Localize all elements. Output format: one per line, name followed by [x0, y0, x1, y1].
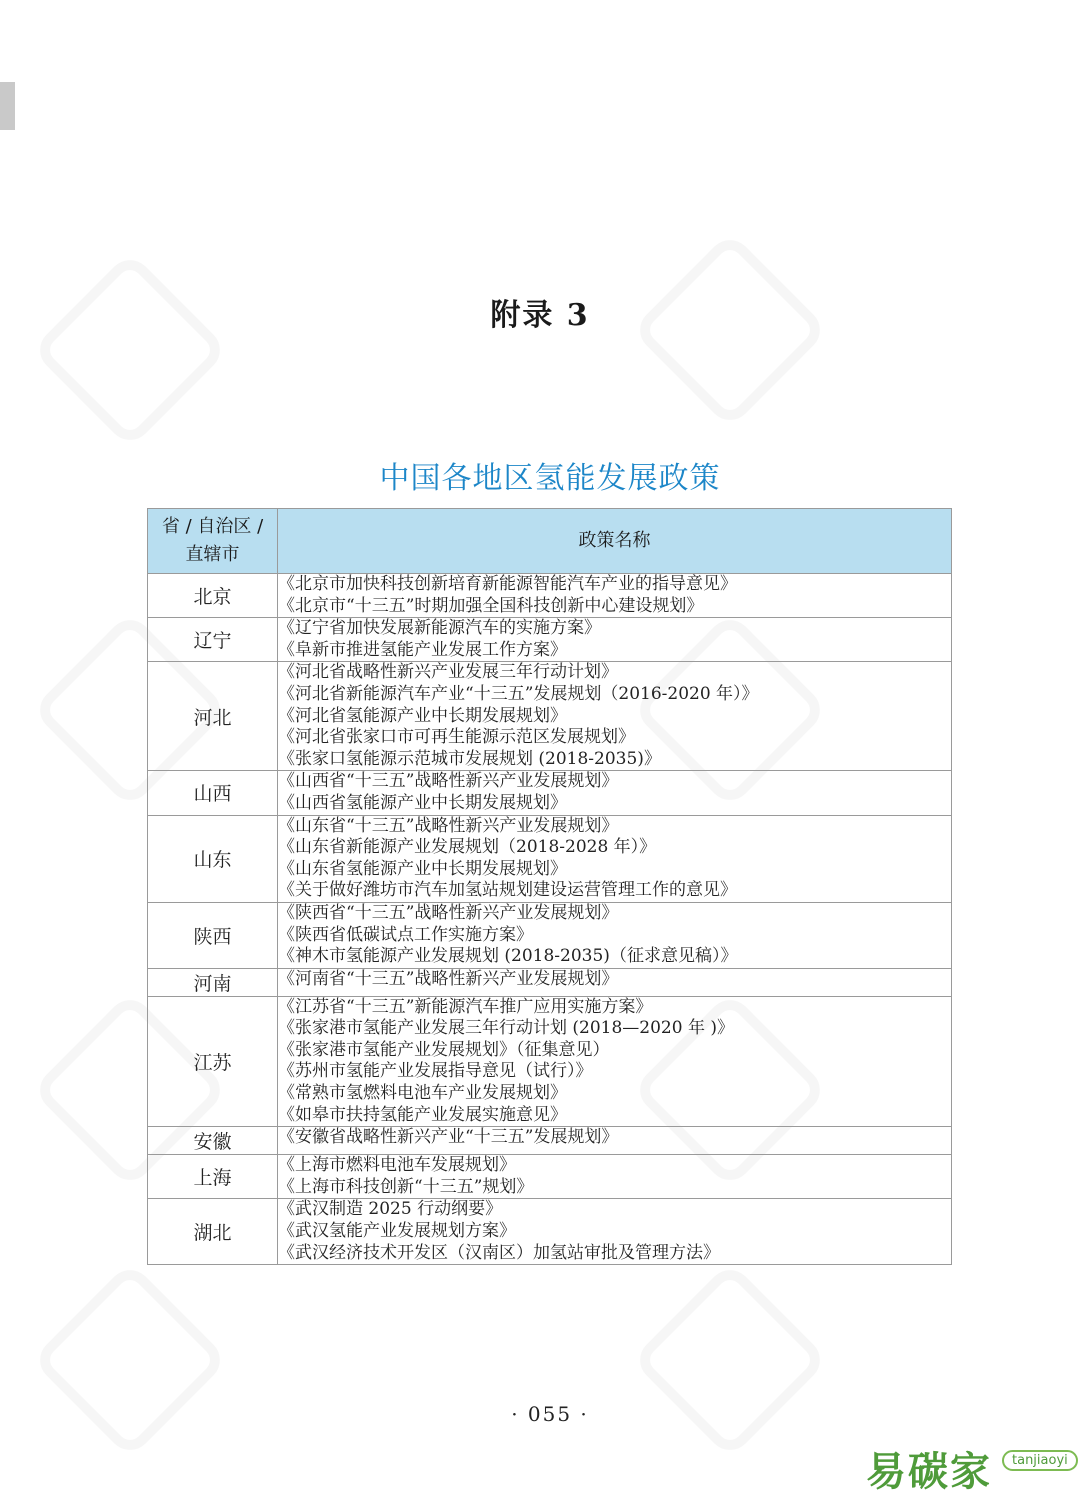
- policy-item: 《武汉经济技术开发区（汉南区）加氢站审批及管理方法》: [278, 1242, 720, 1263]
- logo-text: 易碳家: [866, 1449, 992, 1495]
- policy-item: 《苏州市氢能产业发展指导意见（试行）》: [278, 1061, 593, 1082]
- policy-item: 《河北省张家口市可再生能源示范区发展规划》: [278, 727, 635, 748]
- policy-item: 《张家港市氢能产业发展规划》（征集意见）: [278, 1039, 610, 1060]
- policy-column-header: 政策名称: [278, 509, 952, 574]
- table-title: 中国各地区氢能发展政策: [379, 461, 721, 496]
- policy-item: 《陕西省“十三五”战略性新兴产业发展规划》: [278, 902, 619, 923]
- logo-subtext: tanjiaoyi: [1002, 1450, 1078, 1471]
- watermark-logo-icon: [31, 1261, 229, 1459]
- policy-item: 《上海市科技创新“十三五”规划》: [278, 1176, 534, 1197]
- region-cell: 湖北: [148, 1199, 278, 1265]
- table-row: [148, 771, 952, 815]
- policy-item: 《河北省氢能源产业中长期发展规划》: [278, 705, 567, 726]
- policy-item: 《关于做好潍坊市汽车加氢站规划建设运营管理工作的意见》: [278, 880, 737, 901]
- policy-cell: [278, 1155, 952, 1199]
- policy-item: 《山西省氢能源产业中长期发展规划》: [278, 792, 567, 813]
- region-cell: 河北: [148, 662, 278, 771]
- side-tab-marker: [0, 82, 15, 130]
- policy-item: 《陕西省低碳试点工作实施方案》: [278, 924, 533, 945]
- region-cell: 江苏: [148, 996, 278, 1127]
- policy-item: 《如皋市扶持氢能产业发展实施意见》: [278, 1104, 567, 1125]
- policy-item: 《阜新市推进氢能产业发展工作方案》: [278, 639, 567, 660]
- policy-item: 《江苏省“十三五”新能源汽车推广应用实施方案》: [278, 996, 653, 1017]
- policy-item: 《北京市加快科技创新培育新能源智能汽车产业的指导意见》: [278, 574, 737, 594]
- region-header-line2: 直辖市: [185, 544, 240, 565]
- policy-item: 《山东省氢能源产业中长期发展规划》: [278, 858, 567, 879]
- region-cell: 辽宁: [148, 618, 278, 662]
- table-row: [148, 996, 952, 1127]
- region-cell: 山西: [148, 771, 278, 815]
- table-row: [148, 1155, 952, 1199]
- policy-cell: [278, 902, 952, 968]
- policy-cell: [278, 968, 952, 996]
- table-header-row: [148, 509, 952, 574]
- policy-item: 《山西省“十三五”战略性新兴产业发展规划》: [278, 771, 619, 792]
- region-cell: 陕西: [148, 902, 278, 968]
- policy-item: 《安徽省战略性新兴产业“十三五”发展规划》: [278, 1127, 619, 1148]
- policy-item: 《张家口氢能源示范城市发展规划 (2018-2035)》: [278, 748, 661, 769]
- policy-item: 《山东省“十三五”战略性新兴产业发展规划》: [278, 815, 619, 836]
- policy-cell: [278, 1199, 952, 1265]
- region-cell: 北京: [148, 574, 278, 618]
- policy-item: 《北京市“十三五”时期加强全国科技创新中心建设规划》: [278, 595, 704, 616]
- region-cell: 河南: [148, 968, 278, 996]
- region-cell: 安徽: [148, 1127, 278, 1155]
- policy-cell: [278, 618, 952, 662]
- policy-item: 《河北省新能源汽车产业“十三五”发展规划（2016-2020 年）》: [278, 683, 759, 704]
- table-row: [148, 618, 952, 662]
- policy-item: 《常熟市氢燃料电池车产业发展规划》: [278, 1083, 567, 1104]
- policy-item: 《山东省新能源产业发展规划（2018-2028 年）》: [278, 837, 657, 858]
- table-row: [148, 1127, 952, 1155]
- table-row: [148, 574, 952, 618]
- policy-table-body: [148, 574, 952, 1265]
- policy-cell: [278, 815, 952, 902]
- policy-cell: [278, 771, 952, 815]
- policy-item: 《武汉氢能产业发展规划方案》: [278, 1221, 516, 1242]
- policy-item: 《河北省战略性新兴产业发展三年行动计划》: [278, 662, 618, 683]
- brand-logo: [866, 1438, 1076, 1495]
- policy-item: 《上海市燃料电池车发展规划》: [278, 1155, 516, 1176]
- table-row: [148, 902, 952, 968]
- policy-cell: [278, 996, 952, 1127]
- region-column-header: [148, 509, 278, 574]
- policy-item: 《武汉制造 2025 行动纲要》: [278, 1199, 503, 1220]
- policy-cell: [278, 662, 952, 771]
- table-row: [148, 662, 952, 771]
- appendix-title: 附录 3: [490, 298, 590, 333]
- table-row: [148, 1199, 952, 1265]
- policy-cell: [278, 1127, 952, 1155]
- policy-item: 《辽宁省加快发展新能源汽车的实施方案》: [278, 618, 601, 639]
- policy-cell: [278, 574, 952, 618]
- watermark-logo-icon: [631, 1261, 829, 1459]
- table-row: [148, 815, 952, 902]
- policy-table: [147, 508, 952, 1265]
- table-row: [148, 968, 952, 996]
- page-number: · 055 ·: [511, 1402, 589, 1426]
- policy-item: 《神木市氢能源产业发展规划 (2018-2035)（征求意见稿）》: [278, 946, 738, 967]
- region-header-line1: 省 / 自治区 /: [161, 516, 264, 537]
- policy-item: 《河南省“十三五”战略性新兴产业发展规划》: [278, 968, 619, 989]
- watermark-logo-icon: [31, 251, 229, 449]
- region-cell: 山东: [148, 815, 278, 902]
- policy-item: 《张家港市氢能产业发展三年行动计划 (2018—2020 年 )》: [278, 1018, 735, 1039]
- region-cell: 上海: [148, 1155, 278, 1199]
